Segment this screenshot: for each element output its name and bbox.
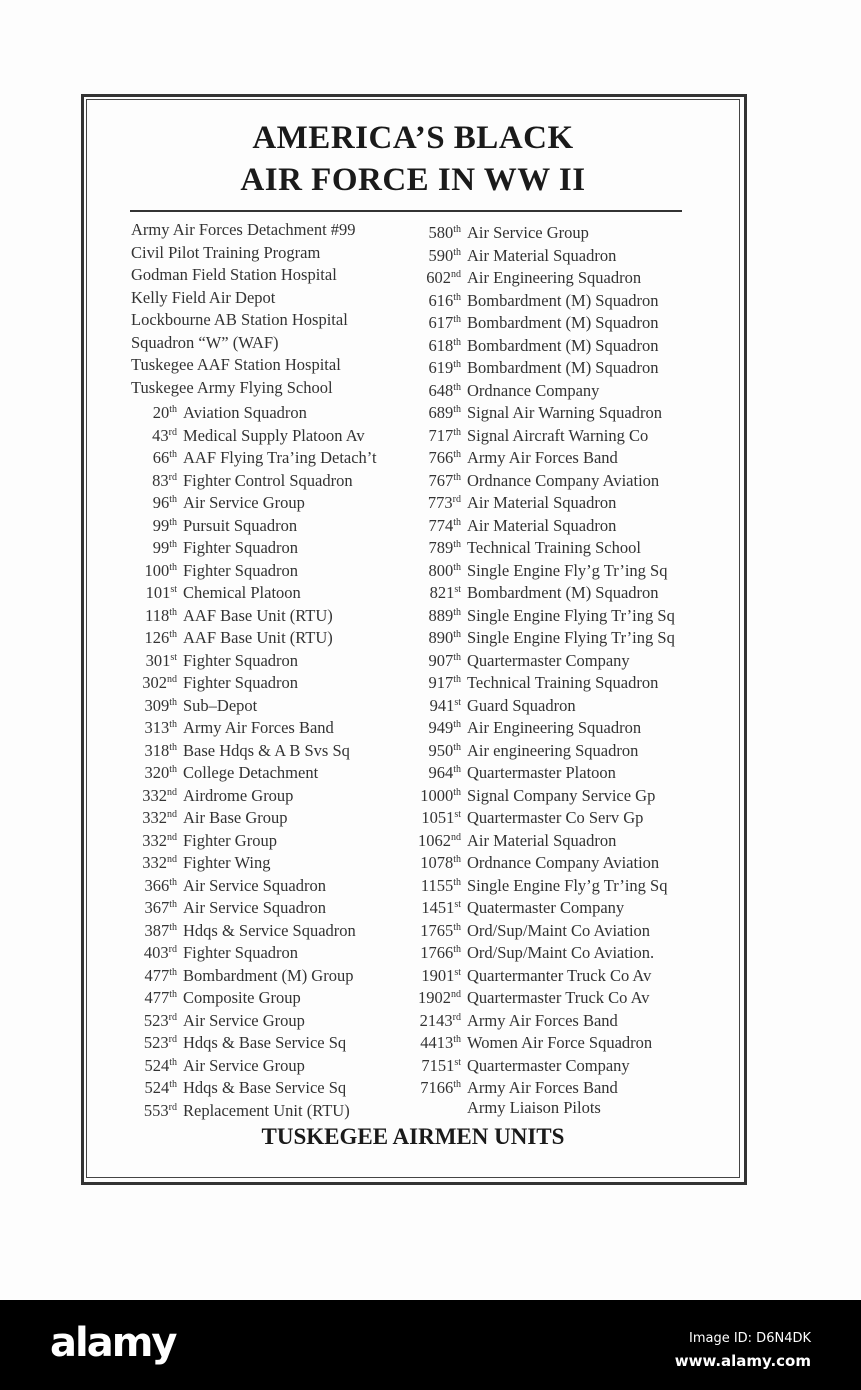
unit-number: 524th — [144, 1055, 177, 1075]
unit-number: 590th — [428, 245, 461, 265]
unit-name: Air Service Group — [467, 223, 589, 242]
unit-number: 950th — [428, 740, 461, 760]
unit-entry — [131, 624, 377, 647]
unit-name: Lockbourne AB Station Hospital — [131, 310, 348, 329]
unit-entry — [413, 692, 675, 715]
unit-name: Base Hdqs & A B Svs Sq — [183, 740, 350, 760]
unit-entry — [131, 849, 377, 872]
unit-number: 767th — [428, 470, 461, 490]
unit-number: 553rd — [143, 1100, 177, 1120]
unit-name: Chemical Platoon — [183, 583, 301, 602]
unit-name: Fighter Wing — [183, 853, 271, 872]
unit-number: 617th — [428, 313, 461, 332]
unit-entry — [413, 422, 675, 445]
unit-name: Air Base Group — [183, 808, 288, 827]
unit-number: 580th — [428, 223, 461, 242]
unit-entry — [413, 467, 675, 490]
unit-name: Single Engine Flying Tr’ing Sq — [467, 628, 675, 647]
unit-number: 83rd — [152, 470, 177, 490]
unit-entry — [413, 489, 675, 512]
unit-number: 1051st — [421, 808, 461, 827]
unit-name: Hdqs & Service Squadron — [183, 920, 356, 940]
unit-name: Hdqs & Base Service Sq — [183, 1033, 347, 1052]
unit-name: Women Air Force Squadron — [467, 1033, 653, 1052]
unit-name: Fighter Squadron — [183, 673, 299, 692]
unit-number: 821st — [429, 583, 461, 602]
unit-name: Single Engine Fly’g Tr’ing Sq — [467, 875, 668, 895]
unit-name: Guard Squadron — [467, 695, 576, 715]
unit-number: 332nd — [142, 785, 177, 805]
unit-number: 523rd — [143, 1010, 177, 1030]
unit-entry — [413, 1052, 675, 1075]
unit-name: Sub–Depot — [183, 695, 258, 715]
unit-name: Quartermaster Truck Co Av — [467, 988, 650, 1007]
unit-name: Fighter Squadron — [183, 943, 299, 962]
unit-name: AAF Base Unit (RTU) — [183, 628, 333, 647]
unit-entry — [413, 917, 675, 940]
unit-number: 332nd — [142, 830, 177, 850]
unit-name: Fighter Squadron — [183, 538, 299, 557]
unit-number: 96th — [152, 493, 177, 512]
unit-entry — [131, 377, 377, 400]
unit-number: 118th — [145, 605, 177, 625]
unit-entry — [413, 647, 675, 670]
unit-entry — [131, 354, 377, 377]
left-unit-list — [131, 219, 377, 1119]
unit-entry — [131, 804, 377, 827]
unit-name: Ordnance Company — [467, 380, 600, 400]
unit-entry — [413, 444, 675, 467]
unit-number: 616th — [428, 290, 461, 310]
unit-entry — [131, 1052, 377, 1075]
watermark-bar — [0, 1300, 861, 1390]
unit-entry — [413, 399, 675, 422]
unit-name: Bombardment (M) Squadron — [467, 358, 659, 377]
unit-entry — [131, 714, 377, 737]
unit-entry — [131, 399, 377, 422]
unit-entry — [131, 489, 377, 512]
unit-name: Tuskegee Army Flying School — [131, 377, 333, 397]
unit-name: Signal Aircraft Warning Co — [467, 425, 649, 445]
unit-entry — [131, 737, 377, 760]
unit-name: Army Air Forces Band — [467, 1078, 618, 1097]
unit-entry — [131, 894, 377, 917]
unit-number: 917th — [428, 673, 461, 692]
unit-entry — [131, 579, 377, 602]
unit-entry — [413, 1007, 675, 1030]
unit-number: 367th — [144, 898, 177, 917]
unit-name: Quatermaster Company — [467, 898, 625, 917]
unit-name: Air Service Squadron — [183, 898, 326, 917]
unit-number: 1765th — [420, 920, 461, 940]
unit-name: Army Air Forces Detachment #99 — [131, 220, 356, 239]
unit-name: Hdqs & Base Service Sq — [183, 1078, 347, 1097]
unit-entry — [131, 557, 377, 580]
unit-number: 387th — [144, 920, 177, 940]
unit-name: Quartermaster Company — [467, 1055, 630, 1075]
unit-name: Air Service Group — [183, 493, 305, 512]
site-url: www.alamy.com — [674, 1352, 811, 1370]
unit-number: 332nd — [142, 853, 177, 872]
unit-number: 99th — [152, 515, 177, 535]
unit-name: Air Material Squadron — [467, 830, 617, 850]
unit-entry — [413, 219, 675, 242]
unit-number: 774th — [428, 515, 461, 535]
unit-entry — [413, 309, 675, 332]
unit-name: Ord/Sup/Maint Co Aviation — [467, 920, 651, 940]
unit-entry — [131, 422, 377, 445]
unit-entry — [413, 512, 675, 535]
unit-name: Air Service Squadron — [183, 875, 326, 895]
unit-name: Medical Supply Platoon Av — [183, 425, 365, 445]
unit-name: Air Engineering Squadron — [467, 268, 642, 287]
unit-name: Composite Group — [183, 988, 301, 1007]
unit-number: 7166th — [420, 1078, 461, 1097]
unit-number: 789th — [428, 538, 461, 557]
title-line-2: AIR FORCE IN WW II — [240, 162, 586, 198]
unit-entry — [131, 759, 377, 782]
unit-entry — [131, 647, 377, 670]
unit-name: Quartermanter Truck Co Av — [467, 965, 652, 985]
unit-entry — [413, 827, 675, 850]
unit-name: Air Material Squadron — [467, 245, 617, 265]
unit-name: AAF Base Unit (RTU) — [183, 605, 333, 625]
unit-name: Single Engine Fly’g Tr’ing Sq — [467, 560, 668, 580]
unit-entry — [413, 242, 675, 265]
unit-entry — [413, 287, 675, 310]
unit-name: Civil Pilot Training Program — [131, 242, 321, 262]
unit-name: Fighter Group — [183, 830, 277, 850]
unit-entry — [413, 984, 675, 1007]
footer-heading: TUSKEGEE AIRMEN UNITS — [261, 1124, 565, 1149]
unit-number: 100th — [144, 560, 177, 580]
unit-entry — [413, 377, 675, 400]
unit-entry — [413, 962, 675, 985]
unit-number: 941st — [429, 695, 461, 715]
unit-name: Technical Training School — [467, 538, 641, 557]
unit-number: 964th — [428, 763, 461, 782]
unit-number: 332nd — [142, 808, 177, 827]
unit-number: 890th — [428, 628, 461, 647]
image-id: Image ID: D6N4DK — [688, 1331, 811, 1346]
unit-number: 773rd — [427, 493, 461, 512]
unit-number: 366th — [144, 875, 177, 895]
unit-number: 1155th — [420, 875, 461, 895]
unit-entry — [413, 804, 675, 827]
unit-entry — [413, 602, 675, 625]
unit-number: 1078th — [420, 853, 461, 872]
unit-entry — [413, 624, 675, 647]
unit-number: 907th — [428, 650, 461, 670]
unit-number: 318th — [144, 740, 177, 760]
unit-name: Air Engineering Squadron — [467, 718, 642, 737]
unit-entry — [131, 962, 377, 985]
unit-entry — [131, 692, 377, 715]
unit-number: 403rd — [143, 943, 177, 962]
unit-entry — [131, 534, 377, 557]
unit-number: 313th — [144, 718, 177, 737]
unit-name: Air engineering Squadron — [467, 740, 639, 760]
unit-name: Army Air Forces Band — [183, 718, 334, 737]
unit-name: Single Engine Flying Tr’ing Sq — [467, 605, 675, 625]
unit-name: Army Air Forces Band — [467, 1010, 618, 1030]
unit-name: Bombardment (M) Squadron — [467, 335, 659, 355]
unit-number: 7151st — [421, 1055, 461, 1075]
unit-number: 302nd — [142, 673, 177, 692]
unit-number: 1000th — [420, 785, 461, 805]
unit-name: Pursuit Squadron — [183, 515, 298, 535]
unit-name: Fighter Squadron — [183, 560, 299, 580]
unit-entry — [413, 579, 675, 602]
unit-name: Fighter Squadron — [183, 650, 299, 670]
unit-entry — [131, 1007, 377, 1030]
unit-entry — [413, 894, 675, 917]
unit-entry — [131, 332, 377, 355]
unit-entry — [413, 782, 675, 805]
unit-name: Signal Air Warning Squadron — [467, 403, 662, 422]
unit-number: 101st — [145, 583, 177, 602]
unit-name: Army Air Forces Band — [467, 448, 618, 467]
unit-name: Ordnance Company Aviation — [467, 853, 660, 872]
unit-entry — [131, 242, 377, 265]
unit-name: Signal Company Service Gp — [467, 785, 656, 805]
unit-entry — [131, 939, 377, 962]
unit-entry — [413, 669, 675, 692]
unit-number: 4413th — [420, 1033, 461, 1052]
unit-entry — [413, 354, 675, 377]
unit-name: Fighter Control Squadron — [183, 470, 353, 490]
unit-entry — [131, 602, 377, 625]
unit-number: 523rd — [143, 1033, 177, 1052]
unit-entry — [413, 1074, 675, 1097]
unit-entry — [131, 1029, 377, 1052]
right-unit-list — [413, 219, 675, 1119]
unit-entry — [413, 849, 675, 872]
unit-number: 477th — [144, 965, 177, 985]
unit-name: AAF Flying Tra’ing Detach’t — [183, 448, 377, 467]
title-line-1: AMERICA’S BLACK — [252, 120, 574, 156]
unit-entry — [413, 332, 675, 355]
unit-name: Air Service Group — [183, 1055, 305, 1075]
unit-number: 1451st — [421, 898, 461, 917]
unit-entry — [131, 782, 377, 805]
unit-entry — [413, 534, 675, 557]
unit-number: 524th — [144, 1078, 177, 1097]
unit-number: 1062nd — [418, 830, 461, 850]
unit-name: Bombardment (M) Squadron — [467, 583, 659, 602]
unit-name: Godman Field Station Hospital — [131, 265, 337, 284]
unit-name: Bombardment (M) Group — [183, 965, 354, 985]
unit-entry — [413, 872, 675, 895]
unit-entry — [131, 264, 377, 287]
unit-number: 602nd — [426, 268, 461, 287]
unit-number: 766th — [428, 448, 461, 467]
unit-number: 320th — [144, 763, 177, 782]
unit-name: Quartermaster Co Serv Gp — [467, 808, 644, 827]
unit-entry — [131, 512, 377, 535]
unit-number: 949th — [428, 718, 461, 737]
unit-name: Kelly Field Air Depot — [131, 287, 276, 307]
unit-number: 618th — [428, 335, 461, 355]
unit-number: 800th — [428, 560, 461, 580]
unit-number: 717th — [428, 425, 461, 445]
unit-number: 2143rd — [419, 1010, 461, 1030]
unit-entry — [413, 1097, 675, 1120]
unit-number: 309th — [144, 695, 177, 715]
unit-name: Airdrome Group — [183, 785, 294, 805]
unit-entry — [131, 872, 377, 895]
unit-entry — [413, 939, 675, 962]
unit-number: 301st — [145, 650, 177, 670]
unit-name: Aviation Squadron — [183, 403, 307, 422]
unit-name: College Detachment — [183, 763, 319, 782]
unit-entry — [131, 827, 377, 850]
unit-number: 1901st — [421, 965, 461, 985]
unit-entry — [131, 984, 377, 1007]
unit-name: Quartermaster Platoon — [467, 763, 616, 782]
unit-name: Air Material Squadron — [467, 493, 617, 512]
image-info — [675, 1328, 811, 1374]
unit-name: Squadron “W” (WAF) — [131, 332, 279, 352]
unit-name: Tuskegee AAF Station Hospital — [131, 355, 341, 374]
unit-number: 66th — [152, 448, 177, 467]
unit-number: 889th — [428, 605, 461, 625]
unit-number: 689th — [428, 403, 461, 422]
unit-name: Quartermaster Company — [467, 650, 630, 670]
unit-entry — [131, 287, 377, 310]
unit-name: Bombardment (M) Squadron — [467, 290, 659, 310]
unit-entry — [413, 737, 675, 760]
unit-number: 126th — [144, 628, 177, 647]
unit-number: 619th — [428, 358, 461, 377]
unit-number: 20th — [152, 403, 177, 422]
unit-number: 1766th — [420, 943, 461, 962]
unit-name: Ordnance Company Aviation — [467, 470, 660, 490]
unit-number: 1902nd — [418, 988, 461, 1007]
unit-name: Army Liaison Pilots — [467, 1097, 601, 1117]
unit-entry — [413, 557, 675, 580]
unit-number: 648th — [428, 380, 461, 400]
unit-entry — [131, 467, 377, 490]
unit-number: 43rd — [152, 425, 177, 445]
unit-number: 477th — [144, 988, 177, 1007]
unit-entry — [131, 309, 377, 332]
unit-name: Ord/Sup/Maint Co Aviation. — [467, 943, 655, 962]
unit-entry — [413, 1029, 675, 1052]
unit-entry — [413, 714, 675, 737]
unit-entry — [131, 917, 377, 940]
unit-entry — [413, 759, 675, 782]
unit-entry — [131, 444, 377, 467]
unit-name: Bombardment (M) Squadron — [467, 313, 659, 332]
unit-entry — [413, 264, 675, 287]
unit-number: 99th — [152, 538, 177, 557]
unit-name: Air Service Group — [183, 1010, 305, 1030]
unit-name: Air Material Squadron — [467, 515, 617, 535]
title-rule — [130, 210, 682, 212]
unit-entry — [131, 1074, 377, 1097]
unit-entry — [131, 1097, 377, 1120]
unit-name: Technical Training Squadron — [467, 673, 659, 692]
alamy-logo: alamy — [50, 1320, 176, 1366]
unit-name: Replacement Unit (RTU) — [183, 1100, 350, 1120]
unit-entry — [131, 219, 377, 242]
unit-entry — [131, 669, 377, 692]
